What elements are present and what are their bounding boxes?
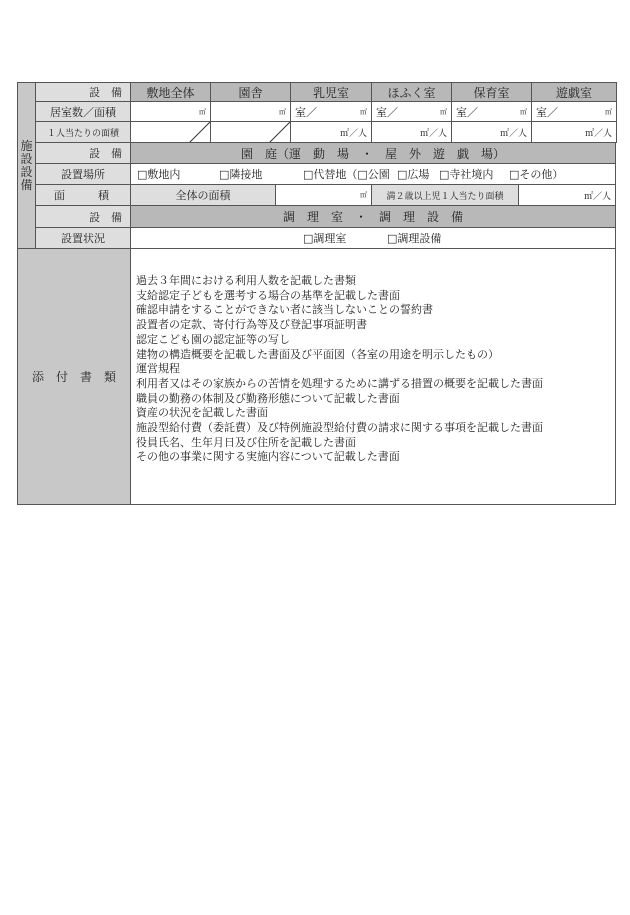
option-other[interactable]: □その他）	[509, 168, 564, 181]
attachment-item: 施設型給付費（委託費）及び特例施設型給付費の請求に関する事項を記載した書面	[136, 421, 543, 435]
per-child-area-label: 満２歳以上児１人当たり面積	[371, 184, 519, 206]
rooms-area-cell[interactable]	[531, 101, 617, 122]
total-area-label: 全体の面積	[130, 184, 276, 206]
row-label-equipment: 設 備	[35, 82, 131, 102]
attachment-item: 運営規程	[136, 362, 180, 376]
facility-section-label: 施設設備	[17, 82, 36, 249]
per-child-area-value[interactable]: ㎡／人	[518, 184, 616, 206]
diagonal-line	[211, 122, 290, 143]
row-label-equipment-yard: 設 備	[35, 142, 131, 164]
option-alternate-park[interactable]: □代替地（□公園	[303, 168, 390, 181]
rooms-area-cell[interactable]	[290, 101, 372, 122]
column-header: 園舎	[210, 82, 291, 102]
option-adjacent[interactable]: □隣接地	[219, 168, 263, 181]
attachments-list	[136, 274, 543, 465]
attachment-item: 認定こども園の認定証等の写し	[136, 332, 290, 346]
area-unit: ㎡	[360, 107, 367, 116]
room-unit: 室／	[456, 105, 478, 119]
option-plaza[interactable]: □広場	[397, 168, 430, 181]
location-options	[130, 163, 616, 185]
attachments-label: 添 付 書 類	[17, 248, 131, 505]
option-shrine-temple[interactable]: □寺社境内	[439, 168, 494, 181]
attachment-item: 役員氏名、生年月日及び住所を記載した書面	[136, 435, 356, 449]
room-unit: 室／	[536, 105, 558, 119]
attachment-item: 資産の状況を記載した書面	[136, 406, 268, 420]
column-header: 乳児室	[290, 82, 372, 102]
area-unit: ㎡	[440, 107, 447, 116]
diagonal-line	[131, 122, 210, 143]
attachment-item: 設置者の定款、寄付行為等及び登記事項証明書	[136, 318, 367, 332]
na-cell	[210, 121, 291, 143]
per-person-cell[interactable]: ㎡／人	[371, 121, 452, 143]
column-header: 保育室	[451, 82, 532, 102]
row-label-area: 面 積	[35, 184, 131, 206]
column-header: 遊戯室	[531, 82, 617, 102]
attachment-item: その他の事業に関する実施内容について記載した書面	[136, 450, 400, 464]
option-cooking-equipment[interactable]: □調理設備	[387, 232, 442, 245]
area-cell[interactable]: ㎡	[130, 101, 211, 122]
row-label-location: 設置場所	[35, 163, 131, 185]
attachment-item: 職員の勤務の体制及び勤務形態について記載した書面	[136, 391, 400, 405]
installation-options	[130, 227, 616, 249]
rooms-area-cell[interactable]	[451, 101, 532, 122]
area-unit: ㎡	[605, 107, 612, 116]
per-person-cell[interactable]: ㎡／人	[451, 121, 532, 143]
attachment-item: 利用者又はその家族からの苦情を処理するために講ずる措置の概要を記載した書面	[136, 376, 543, 390]
attachment-item: 支給認定子どもを選考する場合の基準を記載した書面	[136, 288, 400, 302]
total-area-value[interactable]: ㎡	[275, 184, 372, 206]
attachment-item: 確認申請をすることができない者に該当しないことの誓約書	[136, 303, 433, 317]
attachment-item: 過去３年間における利用人数を記載した書類	[136, 274, 356, 287]
area-unit: ㎡	[520, 107, 527, 116]
room-unit: 室／	[376, 105, 398, 119]
room-unit: 室／	[295, 105, 317, 119]
option-on-site[interactable]: □敷地内	[137, 168, 181, 181]
attachment-item: 建物の構造概要を記載した書面及び平面図（各室の用途を明示したもの）	[136, 347, 499, 361]
option-kitchen[interactable]: □調理室	[303, 232, 347, 245]
row-label-installation-status: 設置状況	[35, 227, 131, 249]
kitchen-title: 調 理 室 ・ 調 理 設 備	[130, 205, 616, 228]
rooms-area-cell[interactable]	[371, 101, 452, 122]
per-person-cell[interactable]: ㎡／人	[531, 121, 617, 143]
row-label-per-person-area: １人当たりの面積	[35, 121, 131, 143]
row-label-equipment-kitchen: 設 備	[35, 205, 131, 228]
yard-title: 園 庭（運 動 場 ・ 屋 外 遊 戯 場）	[130, 142, 616, 164]
column-header: 敷地全体	[130, 82, 211, 102]
area-cell[interactable]: ㎡	[210, 101, 291, 122]
per-person-cell[interactable]: ㎡／人	[290, 121, 372, 143]
column-header: ほふく室	[371, 82, 452, 102]
na-cell	[130, 121, 211, 143]
row-label-rooms-area: 居室数／面積	[35, 101, 131, 122]
